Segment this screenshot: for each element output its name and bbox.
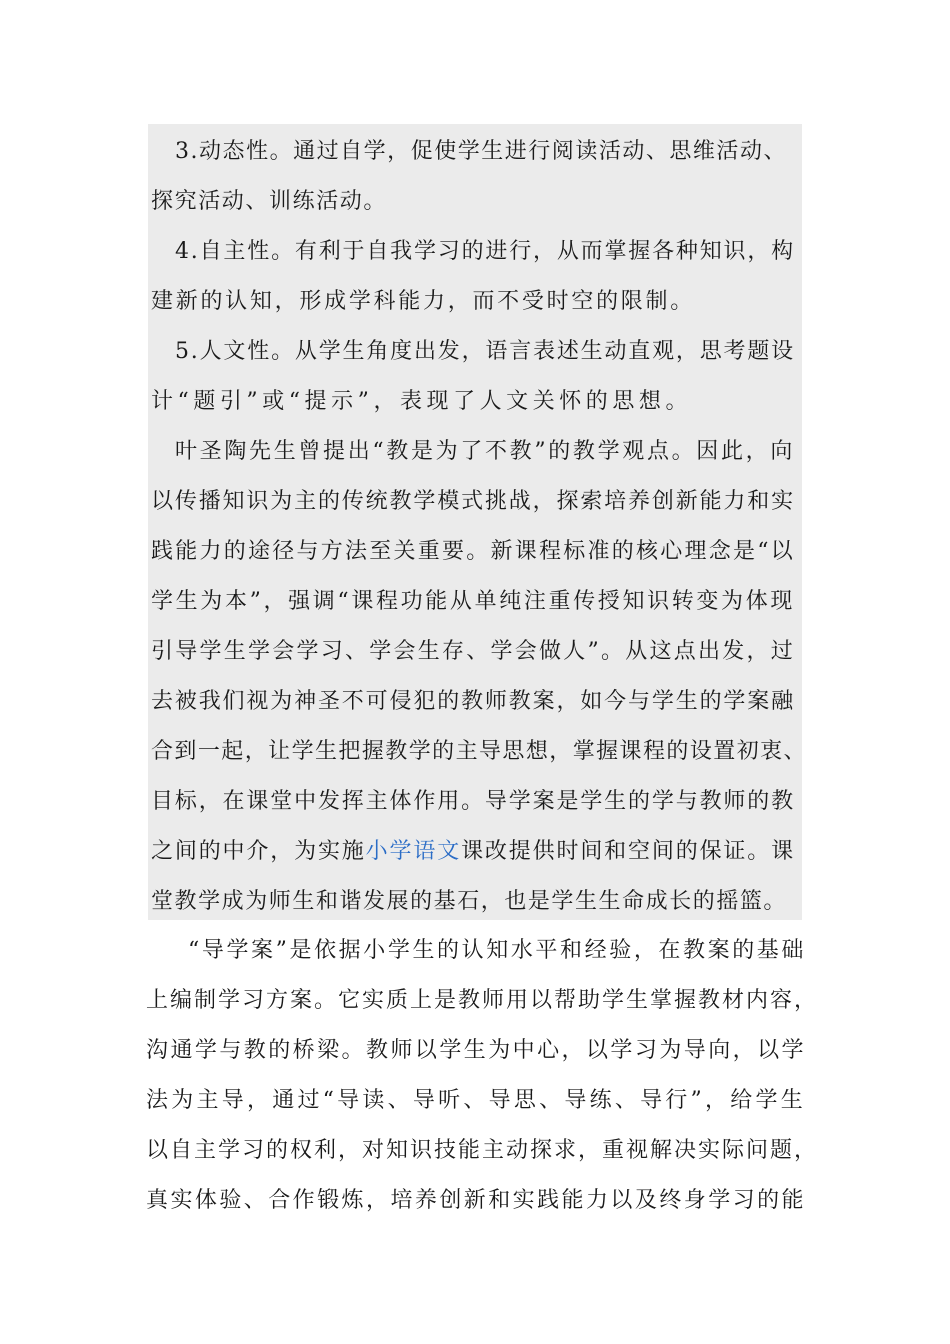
text-line: 堂教学成为师生和谐发展的基石，也是学生生命成长的摇篮。 [151, 889, 787, 914]
text-line: 学生为本”，强调“课程功能从单纯注重传授知识转变为体现 [151, 589, 795, 614]
text-line: 去被我们视为神圣不可侵犯的教师教案，如今与学生的学案融 [151, 689, 795, 714]
text-line: 合到一起，让学生把握教学的主导思想，掌握课程的设置初衷、 [151, 739, 807, 764]
text-line: 建新的认知，形成学科能力，而不受时空的限制。 [151, 289, 695, 314]
text-segment: 课改提供时间和空间的保证。课 [461, 839, 795, 864]
text-line: 以自主学习的权利，对知识技能主动探求，重视解决实际问题， [146, 1138, 818, 1163]
text-line: “导学案”是依据小学生的认知水平和经验，在教案的基础 [188, 938, 806, 963]
text-segment: 之间的中介，为实施 [151, 839, 366, 864]
text-line [151, 837, 795, 867]
text-line: 法为主导，通过“导读、导听、导思、导练、导行”，给学生 [146, 1088, 806, 1113]
text-line: 5.人文性。从学生角度出发，语言表述生动直观，思考题设 [175, 339, 795, 364]
text-line: 目标，在课堂中发挥主体作用。导学案是学生的学与教师的教 [151, 789, 795, 814]
text-line: 叶圣陶先生曾提出“教是为了不教”的教学观点。因此，向 [175, 439, 795, 464]
text-line: 沟通学与教的桥梁。教师以学生为中心，以学习为导向，以学 [146, 1038, 806, 1063]
text-line: 以传播知识为主的传统教学模式挑战，探索培养创新能力和实 [151, 489, 795, 514]
text-line: 上编制学习方案。它实质上是教师用以帮助学生掌握教材内容， [146, 988, 818, 1013]
text-line: 践能力的途径与方法至关重要。新课程标准的核心理念是“以 [151, 539, 795, 564]
text-line: 3.动态性。通过自学，促使学生进行阅读活动、思维活动、 [175, 139, 787, 164]
text-line: 真实体验、合作锻炼，培养创新和实践能力以及终身学习的能 [146, 1188, 806, 1213]
text-line: 引导学生学会学习、学会生存、学会做人”。从这点出发，过 [151, 639, 795, 664]
text-line: 计“题引”或“提示”，表现了人文关怀的思想。 [151, 389, 692, 414]
text-line: 4.自主性。有利于自我学习的进行，从而掌握各种知识，构 [175, 239, 795, 264]
text-line: 探究活动、训练活动。 [151, 189, 387, 214]
keyword-link[interactable]: 小学语文 [365, 839, 462, 864]
